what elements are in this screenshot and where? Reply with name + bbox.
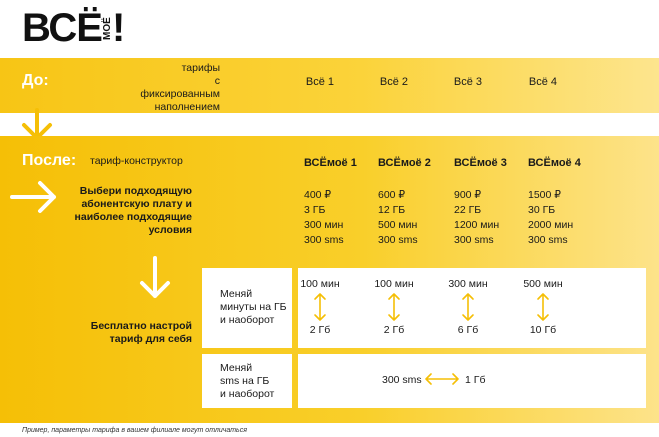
- double-arrow-vertical-icon: [386, 292, 402, 322]
- plan-name-4: ВСЁмоё 4: [528, 157, 581, 169]
- swap-minutes-label-box: [202, 268, 292, 348]
- swap-minutes-item-2: [364, 278, 424, 348]
- plan-data: 12 ГБ: [378, 204, 406, 216]
- double-arrow-horizontal-icon: [424, 372, 460, 386]
- plan-minutes: 300 мин: [304, 219, 344, 231]
- swap-minutes-top: 100 мин: [300, 278, 340, 290]
- logo-main-text: ВСЁ: [22, 6, 103, 50]
- old-plan-2: Всё 2: [379, 76, 409, 88]
- swap-minutes-bottom: 10 Гб: [529, 324, 557, 336]
- swap-minutes-label-line: минуты на ГБ: [220, 301, 287, 313]
- swap-sms-label-line: sms на ГБ: [220, 375, 270, 387]
- swap-sms-label: [220, 362, 274, 401]
- before-description-line: с фиксированным: [140, 75, 220, 100]
- footnote: Пример, параметры тарифа в вашем филиале могут отличаться: [22, 427, 247, 434]
- swap-minutes-item-3: [438, 278, 498, 348]
- plan-minutes: 1200 мин: [454, 219, 500, 231]
- swap-minutes-label-line: и наоборот: [220, 314, 275, 326]
- before-description-line: наполнением: [154, 101, 220, 113]
- plan-minutes: 500 мин: [378, 219, 418, 231]
- swap-sms-label-box: [202, 354, 292, 408]
- swap-minutes-bottom: 2 Гб: [383, 324, 405, 336]
- plan-details-1: [304, 188, 344, 248]
- old-plan-4: Всё 4: [528, 76, 558, 88]
- plan-sms: 300 sms: [454, 234, 494, 246]
- swap-minutes-top: 100 мин: [374, 278, 414, 290]
- plan-sms: 300 sms: [378, 234, 418, 246]
- plan-details-4: [528, 188, 573, 248]
- swap-sms-right: 1 Гб: [465, 374, 486, 386]
- swap-sms-left: 300 sms: [382, 374, 422, 386]
- plan-data: 30 ГБ: [528, 204, 556, 216]
- swap-minutes-item-1: [290, 278, 350, 348]
- swap-sms-label-line: и наоборот: [220, 388, 275, 400]
- double-arrow-vertical-icon: [535, 292, 551, 322]
- after-description: тариф-конструктор: [90, 155, 183, 167]
- plan-price: 900 ₽: [454, 189, 482, 201]
- plan-price: 400 ₽: [304, 189, 332, 201]
- plan-name-1: ВСЁмоё 1: [304, 157, 357, 169]
- double-arrow-vertical-icon: [312, 292, 328, 322]
- logo-exclamation: !: [112, 6, 126, 50]
- logo-vertical-text: МОЁ: [102, 17, 114, 41]
- brand-logo: [22, 6, 125, 50]
- plan-sms: 300 sms: [528, 234, 568, 246]
- free-setup-text: Бесплатно настрой тариф для себя: [90, 320, 192, 345]
- plan-data: 22 ГБ: [454, 204, 482, 216]
- plan-price: 1500 ₽: [528, 189, 561, 201]
- swap-minutes-label-line: Меняй: [220, 288, 253, 300]
- before-description: [140, 62, 220, 114]
- swap-minutes-top: 500 мин: [523, 278, 563, 290]
- after-label: После:: [22, 152, 77, 169]
- choose-plan-text: Выбери подходящую абонентскую плату и наиболее подходящие условия: [74, 185, 192, 236]
- swap-minutes-bottom: 6 Гб: [457, 324, 479, 336]
- plan-name-3: ВСЁмоё 3: [454, 157, 507, 169]
- swap-minutes-top: 300 мин: [448, 278, 488, 290]
- plan-details-2: [378, 188, 418, 248]
- plan-data: 3 ГБ: [304, 204, 326, 216]
- double-arrow-vertical-icon: [460, 292, 476, 322]
- plan-minutes: 2000 мин: [528, 219, 574, 231]
- swap-minutes-bottom: 2 Гб: [309, 324, 331, 336]
- old-plan-1: Всё 1: [305, 76, 335, 88]
- plan-details-3: [454, 188, 499, 248]
- old-plan-3: Всё 3: [453, 76, 483, 88]
- swap-minutes-label: [220, 288, 287, 327]
- swap-sms-label-line: Меняй: [220, 362, 253, 374]
- plan-name-2: ВСЁмоё 2: [378, 157, 431, 169]
- swap-minutes-item-4: [513, 278, 573, 348]
- before-description-line: тарифы: [181, 62, 220, 74]
- plan-sms: 300 sms: [304, 234, 344, 246]
- plan-price: 600 ₽: [378, 189, 406, 201]
- before-label: До:: [22, 72, 49, 89]
- down-arrow-icon: [138, 256, 172, 300]
